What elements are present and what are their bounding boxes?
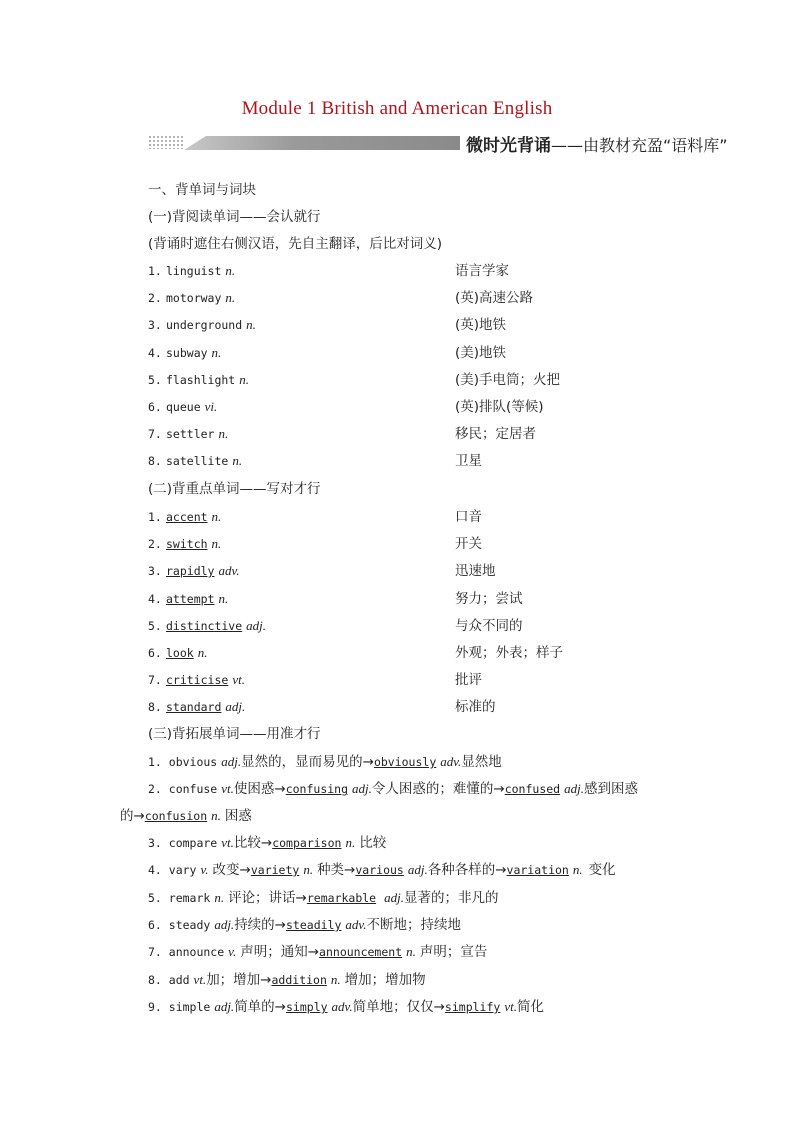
chinese-meaning: 与众不同的 — [455, 617, 523, 634]
derived-word: confused — [504, 782, 561, 796]
meaning: 持续的→ — [234, 917, 286, 933]
item-number: 2. — [148, 291, 162, 306]
english-word: rapidly — [166, 564, 215, 579]
english-word: standard — [166, 700, 222, 715]
pos: n. — [345, 835, 356, 850]
part-of-speech: n. — [232, 453, 243, 469]
meaning: 使困惑→ — [233, 781, 286, 797]
pos: adv. — [440, 754, 462, 769]
word: 6. steady — [148, 918, 211, 932]
part-of-speech: n. — [225, 290, 236, 306]
meaning: 比较→ — [233, 835, 273, 851]
item-number: 7. — [148, 673, 162, 688]
word: 9. simple — [148, 1000, 211, 1014]
pos: n. — [330, 972, 341, 987]
word-row — [148, 699, 245, 716]
item-number: 3. — [148, 318, 162, 333]
chinese-meaning: 外观；外表；样子 — [455, 645, 563, 661]
meaning: 变化 — [588, 862, 616, 878]
meaning: 不断地；持续地 — [366, 917, 461, 933]
extension-item — [148, 917, 461, 934]
meaning: 的→ — [120, 808, 145, 824]
item-number: 3. — [148, 564, 162, 579]
word: 3. compare — [148, 836, 218, 850]
chinese-meaning: (英)高速公路 — [455, 290, 534, 307]
part-of-speech: n. — [211, 536, 222, 552]
word: 8. add — [148, 973, 190, 987]
subsection-note: (背诵时遮住右侧汉语，先自主翻译，后比对词义) — [148, 236, 443, 252]
english-word: settler — [166, 427, 215, 442]
extension-item — [148, 944, 487, 961]
meaning: 声明；宣告 — [419, 944, 488, 960]
pos: vt. — [221, 835, 234, 850]
chinese-meaning: (英)排队(等候) — [455, 399, 544, 415]
derived-word: announcement — [319, 945, 403, 959]
pos: n. — [303, 862, 314, 877]
derived-word: addition — [271, 973, 327, 987]
meaning: 简化 — [516, 999, 544, 1015]
meaning: 增加；增加物 — [344, 972, 426, 988]
word-row — [148, 672, 245, 689]
meaning: 显然的，显而易见的→ — [241, 754, 374, 770]
meaning: 声明；通知→ — [240, 944, 320, 960]
derived-word: obviously — [373, 755, 437, 769]
pos: n. — [572, 862, 583, 877]
pos: n. — [214, 890, 225, 905]
part-of-speech: adj. — [225, 699, 246, 715]
derived-word: confusing — [285, 782, 349, 796]
word-row — [148, 536, 221, 553]
meaning: 显然地 — [461, 754, 502, 770]
section-heading: 一、背单词与词块 — [148, 182, 256, 198]
item-number: 5. — [148, 372, 162, 387]
word: 5. remark — [148, 891, 211, 905]
english-word: criticise — [166, 673, 229, 688]
subsection-heading-reading: (一)背阅读单词——会认就行 — [148, 209, 321, 225]
part-of-speech: vt. — [232, 672, 245, 688]
word-row — [148, 618, 266, 635]
derived-word: comparison — [272, 836, 342, 850]
word-row — [148, 509, 221, 526]
derived-word: variety — [250, 863, 300, 877]
pos: adj. — [564, 781, 584, 796]
part-of-speech: adj. — [246, 617, 267, 633]
item-number: 1. — [148, 510, 162, 524]
chinese-meaning: 迅速地 — [455, 563, 496, 580]
english-word: satellite — [166, 454, 229, 469]
pos: n. — [406, 944, 416, 959]
word-row — [148, 563, 240, 580]
meaning: 简单地；仅仅→ — [352, 999, 445, 1015]
word-row — [148, 290, 235, 307]
derived-word: confusion — [144, 809, 208, 823]
meaning: 比较 — [359, 835, 387, 851]
word-row — [148, 591, 228, 608]
word-row — [148, 399, 217, 416]
meaning: 各种各样的→ — [427, 862, 507, 878]
word-row — [148, 263, 235, 280]
extension-item — [148, 972, 426, 989]
extension-item — [148, 835, 386, 852]
derived-word: various — [355, 863, 404, 877]
banner-bar-decoration — [184, 136, 460, 150]
pos: adj. — [214, 917, 235, 932]
item-number: 8. — [148, 700, 162, 715]
banner-main: 微时光背诵 — [466, 136, 551, 156]
extension-item — [148, 890, 499, 907]
meaning: 感到困惑 — [583, 781, 638, 797]
derived-word: remarkable — [306, 891, 377, 905]
chinese-meaning: 语言学家 — [455, 263, 509, 279]
english-word: queue — [166, 400, 201, 414]
pos: adv. — [331, 999, 353, 1014]
english-word: distinctive — [166, 618, 243, 633]
meaning: 困惑 — [224, 808, 252, 824]
extension-item-continued — [120, 808, 252, 825]
part-of-speech: n. — [211, 509, 222, 524]
part-of-speech: n. — [225, 263, 236, 278]
english-word: linguist — [166, 264, 222, 278]
item-number: 4. — [148, 345, 162, 360]
pos: adj. — [221, 754, 242, 769]
section-banner — [148, 133, 728, 156]
part-of-speech: n. — [197, 645, 208, 660]
meaning: 显著的；非凡的 — [404, 890, 499, 906]
extension-item — [148, 862, 616, 879]
chinese-meaning: (英)地铁 — [455, 317, 507, 334]
derived-word: variation — [506, 863, 569, 877]
chinese-meaning: 卫星 — [455, 453, 482, 470]
chinese-meaning: 移民；定居者 — [455, 426, 536, 443]
english-word: look — [166, 646, 194, 660]
english-word: attempt — [166, 591, 215, 606]
chinese-meaning: 批评 — [455, 672, 482, 689]
meaning: 加；增加→ — [206, 972, 272, 988]
pos: vt. — [193, 972, 207, 987]
word-row — [148, 426, 228, 443]
word: 4. vary — [148, 863, 197, 877]
word: 7. announce — [148, 945, 225, 959]
part-of-speech: n. — [211, 344, 222, 360]
word: 1. obvious — [148, 755, 218, 769]
pos: vt. — [504, 999, 517, 1014]
item-number: 8. — [148, 454, 162, 469]
chinese-meaning: 口音 — [455, 509, 482, 525]
item-number: 5. — [148, 618, 162, 633]
chinese-meaning: (美)地铁 — [455, 344, 507, 361]
chinese-meaning: 努力；尝试 — [455, 590, 523, 607]
part-of-speech: vi. — [204, 399, 218, 414]
english-word: motorway — [166, 291, 222, 306]
chinese-meaning: (美)手电筒；火把 — [455, 371, 561, 388]
english-word: subway — [166, 345, 208, 360]
item-number: 2. — [148, 537, 162, 552]
word: 2. confuse — [148, 782, 218, 796]
pos: n. — [211, 808, 221, 823]
extension-item — [148, 754, 502, 771]
part-of-speech: adv. — [218, 563, 240, 579]
english-word: switch — [166, 537, 208, 552]
extension-item — [148, 781, 638, 798]
meaning: 改变→ — [212, 862, 251, 878]
word-row — [148, 345, 221, 362]
part-of-speech: n. — [239, 371, 249, 387]
derived-word: simply — [286, 1000, 328, 1014]
english-word: underground — [166, 318, 243, 333]
part-of-speech: n. — [218, 590, 229, 606]
meaning: 简单的→ — [234, 999, 286, 1015]
pos: adj. — [384, 890, 404, 905]
derived-word: simplify — [444, 1000, 501, 1014]
word-row — [148, 453, 242, 470]
banner-dots-decoration — [148, 135, 184, 149]
banner-title — [466, 131, 728, 156]
extension-item — [148, 999, 544, 1016]
meaning: 评论；讲话→ — [228, 890, 307, 906]
banner-sub: ——由教材充盈“语料库” — [551, 136, 728, 155]
subsection-heading-key: (二)背重点单词——写对才行 — [148, 481, 321, 497]
pos: adj. — [407, 862, 428, 877]
meaning: 种类→ — [317, 862, 356, 878]
part-of-speech: n. — [218, 426, 229, 442]
english-word: flashlight — [166, 372, 236, 387]
subsection-heading-extension: (三)背拓展单词——用准才行 — [148, 726, 321, 742]
pos: adv. — [345, 917, 367, 932]
page-title: Module 1 British and American English — [241, 98, 553, 119]
part-of-speech: n. — [246, 317, 256, 333]
word-row — [148, 372, 249, 389]
pos: vt. — [221, 781, 234, 796]
pos: adj. — [214, 999, 235, 1014]
item-number: 6. — [148, 646, 162, 660]
item-number: 6. — [148, 400, 162, 414]
derived-word: steadily — [286, 918, 342, 932]
meaning: 令人困惑的；难懂的→ — [371, 781, 505, 797]
pos: v. — [200, 862, 209, 877]
item-number: 1. — [148, 264, 162, 278]
english-word: accent — [166, 510, 208, 524]
word-row — [148, 645, 207, 662]
pos: v. — [228, 944, 237, 959]
pos: adj. — [352, 781, 372, 796]
chinese-meaning: 开关 — [455, 536, 482, 553]
chinese-meaning: 标准的 — [455, 699, 496, 716]
word-row — [148, 317, 256, 334]
item-number: 7. — [148, 427, 162, 442]
item-number: 4. — [148, 591, 162, 606]
